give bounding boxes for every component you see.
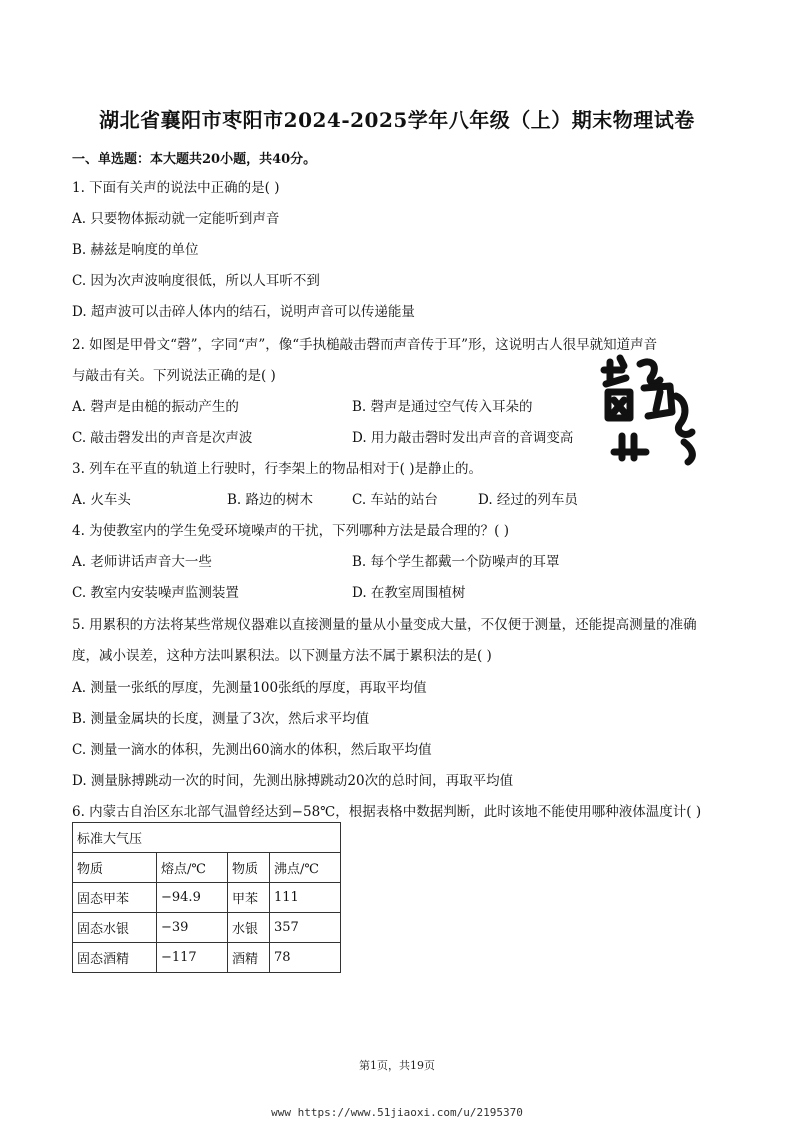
question-2-stem-line1: 2. 如图是甲骨文“磬”，字同“声”，像“手执槌敲击磬而声音传于耳”形，这说明古人很早就知道声音 xyxy=(72,337,658,353)
question-5-option-a: A. 测量一张纸的厚度，先测量100张纸的厚度，再取平均值 xyxy=(72,680,427,696)
question-6-stem: 6. 内蒙古自治区东北部气温曾经达到−58℃，根据表格中数据判断，此时该地不能使用哪种液体温度计( ) xyxy=(72,804,702,820)
question-4-option-d: D. 在教室周围植树 xyxy=(352,585,466,601)
question-1-option-a: A. 只要物体振动就一定能听到声音 xyxy=(72,211,280,227)
section-heading: 一、单选题：本大题共20小题，共40分。 xyxy=(72,152,317,167)
table-cell: 酒精 xyxy=(228,943,270,973)
table-cell: 固态甲苯 xyxy=(73,883,157,913)
question-4-option-a: A. 老师讲话声音大一些 xyxy=(72,554,212,570)
table-cell: 水银 xyxy=(228,913,270,943)
table-cell: 357 xyxy=(270,913,341,943)
question-4-option-b: B. 每个学生都戴一个防噪声的耳罩 xyxy=(352,554,560,570)
question-3-option-c: C. 车站的站台 xyxy=(352,492,438,508)
question-3-option-a: A. 火车头 xyxy=(72,492,131,508)
table-caption: 标准大气压 xyxy=(73,823,341,853)
question-1-option-c: C. 因为次声波响度很低，所以人耳听不到 xyxy=(72,273,320,289)
question-5-option-b: B. 测量金属块的长度，测量了3次，然后求平均值 xyxy=(72,711,370,727)
table-cell: 111 xyxy=(270,883,341,913)
question-4-stem: 4. 为使教室内的学生免受环境噪声的干扰，下列哪种方法是最合理的？( ) xyxy=(72,523,509,539)
question-5-option-c: C. 测量一滴水的体积，先测出60滴水的体积，然后取平均值 xyxy=(72,742,432,758)
question-2-stem-line2: 与敲击有关。下列说法正确的是( ) xyxy=(72,368,276,384)
table-cell: 甲苯 xyxy=(228,883,270,913)
table-row xyxy=(73,913,341,943)
table-header-cell: 物质 xyxy=(73,853,157,883)
source-watermark: www https://www.51jiaoxi.com/u/2195370 xyxy=(271,1106,523,1119)
table-row xyxy=(73,943,341,973)
oracle-bone-glyph-image xyxy=(600,352,712,470)
table-header-row xyxy=(73,853,341,883)
table-cell: 78 xyxy=(270,943,341,973)
question-1-option-b: B. 赫兹是响度的单位 xyxy=(72,242,199,258)
table-cell: −94.9 xyxy=(157,883,228,913)
question-3-stem: 3. 列车在平直的轨道上行驶时，行李架上的物品相对于( )是静止的。 xyxy=(72,461,482,477)
question-2-option-b: B. 磬声是通过空气传入耳朵的 xyxy=(352,399,533,415)
question-5-stem-line2: 度，减小误差，这种方法叫累积法。以下测量方法不属于累积法的是( ) xyxy=(72,648,492,664)
table-cell: 固态酒精 xyxy=(73,943,157,973)
table-cell: −39 xyxy=(157,913,228,943)
page-number-footer: 第1页，共19页 xyxy=(359,1059,435,1072)
question-3-option-d: D. 经过的列车员 xyxy=(478,492,578,508)
table-row xyxy=(73,883,341,913)
table-header-cell: 物质 xyxy=(228,853,270,883)
melting-boiling-point-table xyxy=(72,822,341,973)
page-title: 湖北省襄阳市枣阳市2024-2025学年八年级（上）期末物理试卷 xyxy=(99,108,695,132)
question-2-option-a: A. 磬声是由槌的振动产生的 xyxy=(72,399,239,415)
question-4-option-c: C. 教室内安装噪声监测装置 xyxy=(72,585,239,601)
table-caption-row xyxy=(73,823,341,853)
table-header-cell: 沸点/℃ xyxy=(270,853,341,883)
question-1-option-d: D. 超声波可以击碎人体内的结石，说明声音可以传递能量 xyxy=(72,304,415,320)
question-2-option-d: D. 用力敲击磬时发出声音的音调变高 xyxy=(352,430,574,446)
question-5-stem-line1: 5. 用累积的方法将某些常规仪器难以直接测量的量从小量变成大量，不仅便于测量，还能提高测量的准确 xyxy=(72,617,697,633)
question-3-option-b: B. 路边的树木 xyxy=(227,492,314,508)
table-header-cell: 熔点/℃ xyxy=(157,853,228,883)
question-5-option-d: D. 测量脉搏跳动一次的时间，先测出脉搏跳动20次的总时间，再取平均值 xyxy=(72,773,514,789)
table-cell: 固态水银 xyxy=(73,913,157,943)
question-1-stem: 1. 下面有关声的说法中正确的是( ) xyxy=(72,180,280,196)
table-cell: −117 xyxy=(157,943,228,973)
question-2-option-c: C. 敲击磬发出的声音是次声波 xyxy=(72,430,253,446)
